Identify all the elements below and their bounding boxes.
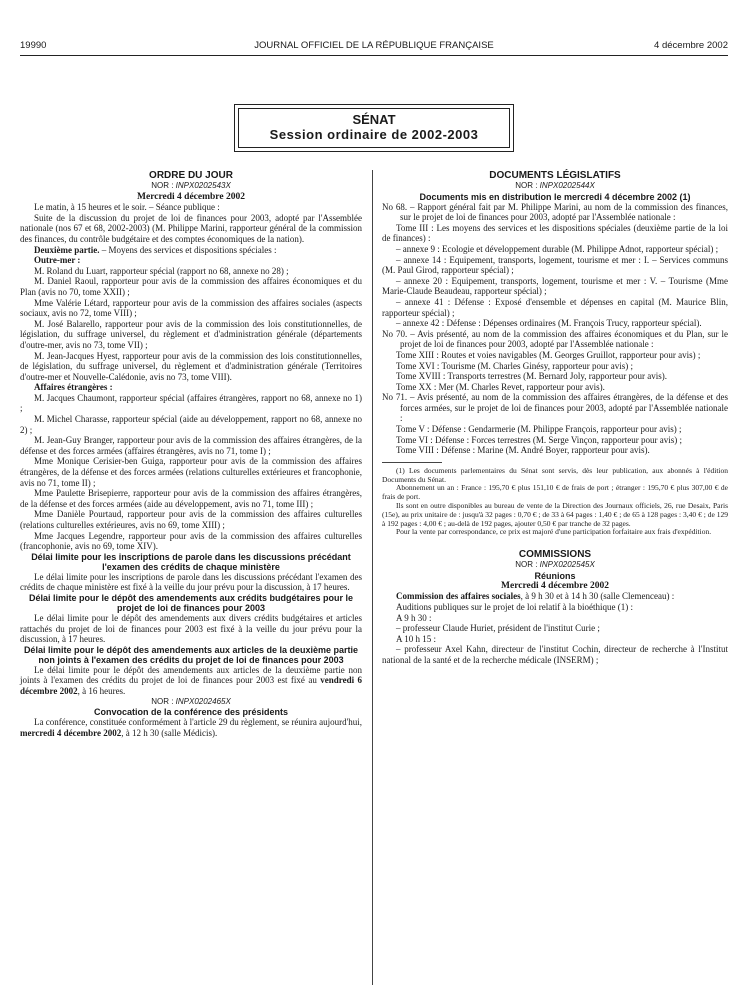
right-column: [382, 170, 728, 666]
section-label-outremer: Outre-mer :: [34, 255, 81, 266]
issue-date: 4 décembre 2002: [654, 40, 728, 51]
document-entry: No 68. – Rapport général fait par M. Philippe Marini, au nom de la commission des finances, sur le projet de loi de finances pour 2003, adopté par l'Assemblée nationale :: [382, 201, 728, 223]
list-item: – professeur Axel Kahn, directeur de l'institut Cochin, directeur de recherche à l'Institut national de la santé et de la recherche médicale (INSERM) ;: [382, 644, 728, 665]
footnote: Pour la vente par correspondance, ce prix est majoré d'une participation forfaitaire aux frais d'expédition.: [396, 527, 712, 537]
list-item: Mme Paulette Brisepierre, rapporteur pour avis de la commission des affaires étrangères, de la défense et des forces armées (aide au développement, avis no 71, tome III) ;: [20, 488, 362, 509]
paragraph: A 10 h 15 :: [396, 633, 437, 644]
commissions-heading: COMMISSIONS: [518, 549, 592, 561]
running-header: [20, 40, 728, 54]
senate-title: SÉNAT: [352, 112, 396, 127]
list-item: M. Roland du Luart, rapporteur spécial (rapport no 68, annexe no 28) ;: [34, 265, 289, 276]
reunions-heading: Réunions: [534, 570, 576, 581]
list-item: Tome XIII : Routes et voies navigables (M. Georges Gruillot, rapporteur pour avis) ;: [396, 349, 701, 360]
paragraph: Le délai limite pour les inscriptions de parole dans les discussions précédant l'examen des crédits de chaque ministère est fixé à la veille du jour prévu pour la discussion, à 17 heures.: [20, 571, 362, 593]
footnote-separator: [382, 462, 442, 463]
footnote: Ils sont en outre disponibles au bureau de vente de la Direction des Journaux officiels, 26, rue Desaix, Paris (15e), au prix unitaire de : jusqu'à 32 pages : 0,70 € ; de 33 à 64 pages : 1,40 € ; de 65 à 128 pages : 3,40 € ; de 129 à 192 pages : 4,00 € ; au-delà de 192 pages, ajouter 0,50 € par tranche de 32 pages.: [382, 501, 728, 528]
list-item: M. Daniel Raoul, rapporteur pour avis de la commission des affaires économiques et du Plan (avis no 70, tome XXII) ;: [20, 276, 362, 297]
list-item: M. José Balarello, rapporteur pour avis de la commission des lois constitutionnelles, de législation, du suffrage universel, du règlement et d'administration générale (départements d'outre-mer, avis no 73, tome VII) ;: [20, 318, 362, 350]
nor-reference: NOR : INPX0202544X: [515, 181, 595, 190]
header-rule: [20, 55, 728, 56]
section-title: Documents mis en distribution le mercredi 4 décembre 2002 (1): [419, 191, 691, 202]
agenda-heading: ORDRE DU JOUR: [149, 170, 233, 181]
list-item: M. Jacques Chaumont, rapporteur spécial (affaires étrangères, rapport no 68, annexe no 1) ;: [20, 392, 362, 414]
document-entry: No 70. – Avis présenté, au nom de la commission des affaires économiques et du Plan, sur le projet de loi de finances pour 2003, adopté par l'Assemblée nationale :: [382, 328, 728, 350]
paragraph: Le délai limite pour le dépôt des amendements aux divers crédits budgétaires et articles rattachés du projet de loi de finances pour 2003 est fixé à la veille du jour prévu pour la discussion, à 17 heures.: [20, 612, 362, 645]
footnote: (1) Les documents parlementaires du Sénat sont servis, dès leur publication, aux abonnés à l'édition Documents du Sénat.: [382, 465, 728, 484]
paragraph: Le délai limite pour le dépôt des amendements aux articles de la deuxième partie non joints à l'examen des crédits du projet de loi de finances pour 2003 est fixé au vendredi 6 décembre 2002, à 16 heures.: [20, 664, 362, 696]
list-item: Mme Valérie Létard, rapporteur pour avis de la commission des affaires sociales (aspects sociaux, avis no 72, tome VIII) ;: [20, 297, 362, 319]
list-item: – annexe 42 : Défense : Dépenses ordinaires (M. François Trucy, rapporteur spécial).: [396, 318, 702, 329]
column-divider: [372, 170, 373, 985]
footnote: Abonnement un an : France : 195,70 € plus 151,10 € de frais de port ; étranger : 195,70 € plus 307,00 € de frais de port.: [382, 483, 728, 502]
paragraph: La conférence, constituée conformément à l'article 29 du règlement, se réunira aujourd'hui, mercredi 4 décembre 2002, à 12 h 30 (salle Médicis).: [20, 717, 362, 738]
list-item: – annexe 41 : Défense : Exposé d'ensemble et dépenses en capital (M. Maurice Blin, rapporteur spécial) ;: [382, 296, 728, 318]
document-entry: No 71. – Avis présenté, au nom de la commission des affaires étrangères, de la défense et des forces armées, sur le projet de loi de finances pour 2003, adopté par l'Assemblée nationale :: [382, 392, 728, 424]
paragraph: A 9 h 30 :: [396, 612, 432, 623]
list-item: Mme Danièle Pourtaud, rapporteur pour avis de la commission des affaires culturelles (relations culturelles extérieures, avis no 69, tome XIII) ;: [20, 509, 362, 530]
section-title: Convocation de la conférence des présidents: [93, 707, 289, 718]
meeting-date: Mercredi 4 décembre 2002: [501, 580, 609, 591]
paragraph: Deuxième partie. – Moyens des services et dispositions spéciales :: [34, 244, 277, 255]
paragraph: Suite de la discussion du projet de loi de finances pour 2003, adopté par l'Assemblée nationale (nos 67 et 68, 2002-2003) (M. Philippe Marini, rapporteur général de la commission des finances, du contrôle budgétaire et des comptes économiques de la nation).: [20, 212, 362, 244]
agenda-date: Mercredi 4 décembre 2002: [137, 191, 245, 202]
list-item: M. Michel Charasse, rapporteur spécial (aide au développement, rapport no 68, annexe no 2) ;: [20, 414, 362, 435]
nor-reference: NOR : INPX0202465X: [151, 696, 231, 706]
documents-heading: DOCUMENTS LÉGISLATIFS: [489, 170, 621, 181]
list-item: Tome V : Défense : Gendarmerie (M. Philippe François, rapporteur pour avis) ;: [396, 424, 682, 435]
list-item: Tome VI : Défense : Forces terrestres (M. Serge Vinçon, rapporteur pour avis) ;: [396, 434, 683, 445]
section-label-affaires-etrangeres: Affaires étrangères :: [34, 382, 113, 393]
list-item: Tome XVI : Tourisme (M. Charles Ginésy, rapporteur pour avis) ;: [396, 360, 633, 371]
list-item: M. Jean-Jacques Hyest, rapporteur pour avis de la commission des lois constitutionnelles, de législation, du suffrage universel, du règlement et d'administration générale (Territoires d'outre-mer et Nouvelle-Calédonie, avis no 73, tome VIII).: [20, 350, 362, 382]
list-item: Tome III : Les moyens des services et les dispositions spéciales (deuxième partie de la loi de finances) :: [382, 222, 728, 244]
page-number: 19990: [20, 40, 47, 51]
paragraph: Le matin, à 15 heures et le soir. – Séance publique :: [34, 202, 220, 213]
list-item: Tome VIII : Défense : Marine (M. André Boyer, rapporteur pour avis).: [396, 445, 650, 456]
list-item: – annexe 9 : Ecologie et développement durable (M. Philippe Adnot, rapporteur spécial) ;: [396, 243, 719, 254]
left-column: [20, 170, 362, 738]
paragraph: Commission des affaires sociales, à 9 h 30 et à 14 h 30 (salle Clemenceau) :: [396, 591, 675, 602]
section-title: Délai limite pour les inscriptions de parole dans les discussions précédant l'examen des crédits de chaque ministère: [31, 551, 351, 572]
list-item: M. Jean-Guy Branger, rapporteur pour avis de la commission des affaires étrangères, de la défense et des forces armées (affaires étrangères, avis no 71, tome I) ;: [20, 435, 362, 456]
senate-title-box: [234, 104, 514, 152]
list-item: – annexe 14 : Equipement, transports, logement, tourisme et mer : I. – Services communs (M. Paul Girod, rapporteur spécial) ;: [382, 254, 728, 276]
journal-title: JOURNAL OFFICIEL DE LA RÉPUBLIQUE FRANÇAISE: [254, 40, 494, 51]
session-title: Session ordinaire de 2002-2003: [269, 127, 479, 142]
list-item: – professeur Claude Huriet, président de l'institut Curie ;: [396, 623, 600, 634]
list-item: Mme Jacques Legendre, rapporteur pour avis de la commission des affaires culturelles (francophonie, avis no 69, tome XIV).: [20, 530, 362, 552]
section-title: Délai limite pour le dépôt des amendements aux crédits budgétaires pour le projet de loi de finances pour 2003: [28, 592, 354, 613]
list-item: Tome XX : Mer (M. Charles Revet, rapporteur pour avis).: [396, 381, 605, 392]
nor-reference: NOR : INPX0202543X: [151, 181, 231, 190]
nor-reference: NOR : INPX0202545X: [515, 560, 595, 570]
section-title: Délai limite pour le dépôt des amendements aux articles de la deuxième partie non joints à l'examen des crédits du projet de loi de finances pour 2003: [23, 644, 359, 665]
paragraph: Auditions publiques sur le projet de loi relatif à la bioéthique (1) :: [396, 602, 633, 612]
list-item: Tome XVIII : Transports terrestres (M. Bernard Joly, rapporteur pour avis).: [396, 371, 667, 382]
list-item: Mme Monique Cerisier-ben Guiga, rapporteur pour avis de la commission des affaires étrangères, de la défense et des forces armées (relations culturelles extérieures et francophonie, avis no 71, tome II) ;: [20, 456, 362, 488]
list-item: – annexe 20 : Equipement, transports, logement, tourisme et mer : V. – Tourisme (Mme Marie-Claude Beaudeau, rapporteur spécial) ;: [382, 275, 728, 297]
